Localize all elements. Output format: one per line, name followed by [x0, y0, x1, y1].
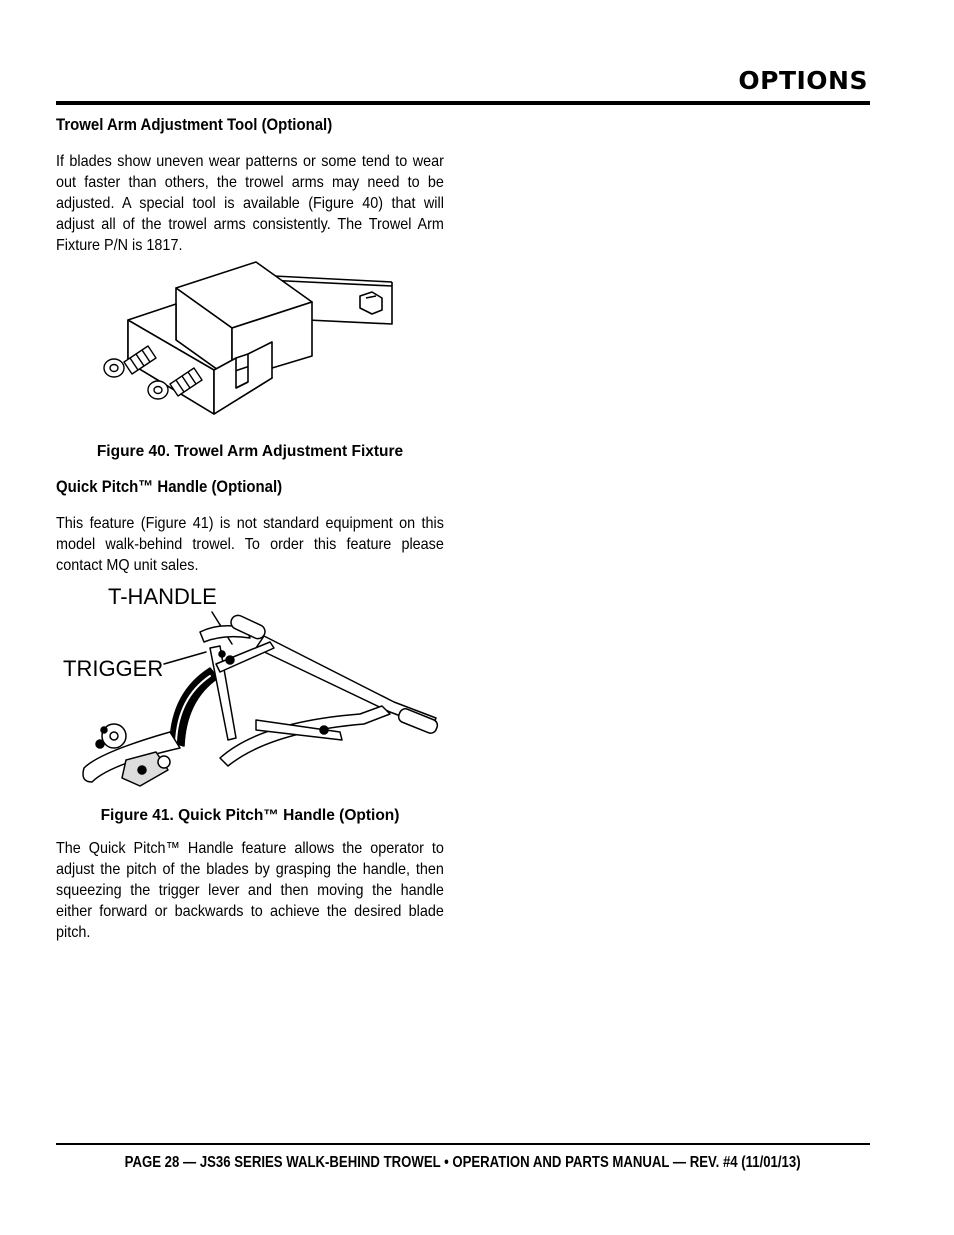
trowel-arm-tool-paragraph [56, 151, 444, 256]
trowel-arm-tool-text: If blades show uneven wear patterns or some tend to wear out faster than others, the trowel arms may need to be adjusted. A special tool is available (Figure 40) that will adjust all of the trowel arms consistently. The Trowel Arm Fixture P/N is 1817. [56, 153, 444, 254]
quick-pitch-paragraph [56, 513, 444, 576]
page-footer [56, 1154, 870, 1172]
figure-40-caption: Figure 40. Trowel Arm Adjustment Fixture [96, 443, 404, 460]
header-rule [56, 101, 870, 105]
section-title: OPTIONS [738, 66, 868, 95]
quick-pitch-description-text: The Quick Pitch™ Handle feature allows the operator to adjust the pitch of the blades by grasping the handle, then squeezing the trigger lever and then moving the handle either forward or backwards to achieve the desired blade pitch. [56, 840, 444, 941]
figure-41-caption: Figure 41. Quick Pitch™ Handle (Option) [100, 807, 400, 824]
quick-pitch-description-paragraph [56, 838, 444, 943]
trowel-arm-fixture-illustration [96, 258, 396, 418]
quick-pitch-text: This feature (Figure 41) is not standard equipment on this model walk-behind trowel. To order this feature please contact MQ unit sales. [56, 515, 444, 574]
trowel-arm-tool-heading: Trowel Arm Adjustment Tool (Optional) [56, 115, 333, 134]
quick-pitch-handle-illustration [60, 582, 450, 792]
footer-rule [56, 1143, 870, 1145]
t-handle-label: T-HANDLE [108, 584, 217, 609]
page-footer-text: PAGE 28 — JS36 SERIES WALK-BEHIND TROWEL • OPERATION AND PARTS MANUAL — REV. #4 (11/01/13) [125, 1154, 801, 1171]
trigger-label: TRIGGER [63, 656, 164, 681]
quick-pitch-heading: Quick Pitch™ Handle (Optional) [56, 477, 283, 496]
